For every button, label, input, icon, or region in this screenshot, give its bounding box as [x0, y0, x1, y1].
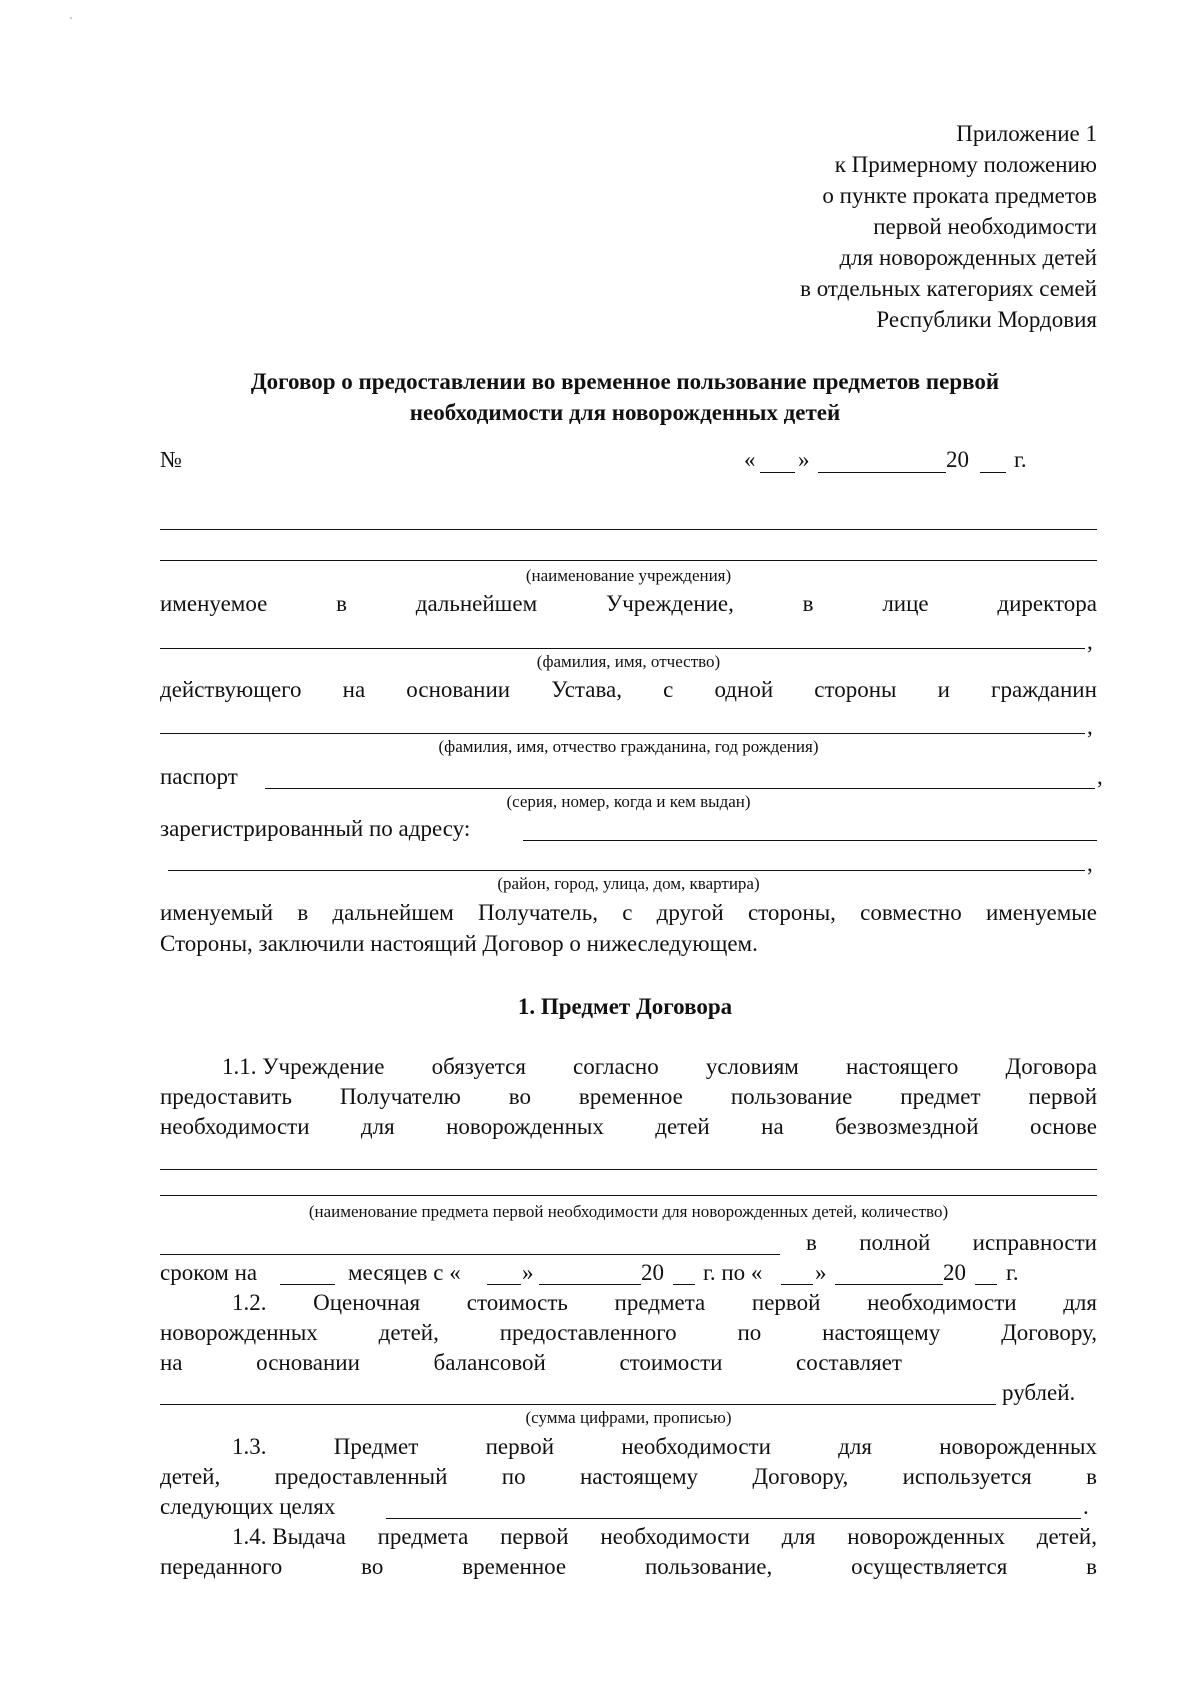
word: стоимость [466, 1290, 568, 1315]
word: пользование, [645, 1554, 773, 1579]
word: основе [1029, 1114, 1097, 1139]
term-close2: » [815, 1260, 827, 1285]
word: и [937, 677, 950, 702]
annex-line: Приложение 1 [956, 121, 1097, 146]
date-year-suffix: г. [1014, 447, 1027, 472]
term-g: г. [1006, 1260, 1019, 1285]
term-day1-blank [487, 1284, 521, 1285]
p12-line1 [232, 1289, 1097, 1317]
word: в [1086, 1464, 1097, 1489]
word: директора [997, 591, 1097, 616]
word: в [336, 591, 347, 616]
word: 1.1. Учреждение [222, 1054, 385, 1079]
annex-line: в отдельных категориях семей [800, 276, 1097, 301]
word: условиям [705, 1054, 799, 1079]
annex-line: для новорожденных детей [839, 245, 1097, 270]
word: с [622, 900, 633, 925]
caption-director-name: (фамилия, имя, отчество) [536, 652, 721, 671]
institution-blank-2 [160, 560, 1097, 561]
word: Получателю [339, 1084, 461, 1109]
p14-line2 [160, 1553, 1097, 1581]
word: именуемый [160, 900, 274, 925]
date-month-blank [818, 472, 946, 473]
row-acting [160, 676, 1097, 704]
word: во [508, 1084, 531, 1109]
word: по [501, 1464, 526, 1489]
term-year1-blank [673, 1284, 695, 1285]
comma: , [1097, 764, 1103, 789]
scan-speck [70, 17, 72, 19]
date-close-quote: » [798, 447, 810, 472]
annex-line: Республики Мордовия [876, 307, 1097, 332]
word: используется [902, 1464, 1032, 1489]
word: предоставленный [274, 1464, 448, 1489]
sum-blank [160, 1404, 996, 1405]
date-year-prefix: 20 [946, 447, 969, 472]
term-day2-blank [781, 1284, 813, 1285]
word: осуществляется [851, 1554, 1008, 1579]
address-label: зарегистрированный по адресу: [160, 816, 471, 841]
word: для [838, 1434, 872, 1459]
comma: , [1087, 714, 1093, 739]
section-heading: 1. Предмет Договора [517, 994, 733, 1019]
word: стороны [814, 677, 897, 702]
term-year2: 20 [943, 1260, 966, 1285]
word: по [737, 1320, 762, 1345]
word: исправности [972, 1230, 1097, 1255]
word: детей, [378, 1320, 439, 1345]
caption-address: (район, город, улица, дом, квартира) [497, 874, 760, 893]
p14-line1 [232, 1523, 1097, 1551]
word: первой [751, 1290, 821, 1315]
word: предмета [377, 1524, 469, 1549]
word: в [1086, 1554, 1097, 1579]
word: стороны, [747, 900, 836, 925]
word: Получатель, [478, 900, 598, 925]
period: . [1083, 1494, 1089, 1519]
word: для [781, 1524, 816, 1549]
word: настоящему [822, 1320, 941, 1345]
caption-passport: (серия, номер, когда и кем выдан) [506, 792, 751, 811]
word: предмет [900, 1084, 981, 1109]
passport-blank [265, 788, 1095, 789]
word: детей, [160, 1464, 221, 1489]
word: основании [406, 677, 511, 702]
date-year-blank [980, 472, 1006, 473]
item-blank-2 [160, 1195, 1097, 1196]
word: предоставленного [499, 1320, 677, 1345]
word: Договору, [752, 1464, 849, 1489]
caption-sum: (сумма цифрами, прописью) [525, 1408, 732, 1427]
word: в [297, 900, 309, 925]
document-title-line2: необходимости для новорожденных детей [409, 400, 841, 425]
word: в [802, 591, 814, 616]
word: другой [656, 900, 724, 925]
p11-line1 [222, 1053, 1097, 1081]
word: Предмет [333, 1434, 419, 1459]
citizen-name-blank [160, 733, 1085, 734]
word: 1.3. [232, 1434, 267, 1459]
word: с [663, 677, 674, 702]
word: именуемое [160, 591, 268, 616]
director-name-blank [160, 648, 1085, 649]
address-blank-2 [168, 870, 1085, 871]
rub-label: рублей. [1002, 1380, 1076, 1405]
word: полной [859, 1230, 931, 1255]
word: во [361, 1554, 384, 1579]
word: дальнейшем [415, 591, 538, 616]
term-months-blank [280, 1284, 335, 1285]
institution-blank-1 [160, 529, 1097, 530]
term-year2-blank [975, 1284, 997, 1285]
word: на [160, 1350, 183, 1375]
p13-line1 [232, 1433, 1097, 1461]
term-g-po: г. по « [703, 1260, 763, 1285]
word: предмета [614, 1290, 706, 1315]
word: Договора [1005, 1054, 1097, 1079]
word: Устава, [551, 677, 622, 702]
p13-purpose-label: следующих целях [160, 1494, 336, 1519]
word: обязуется [431, 1054, 526, 1079]
item-blank-3 [160, 1254, 780, 1255]
term-month2-blank [835, 1284, 943, 1285]
p11-line3 [160, 1113, 1097, 1141]
recipient-line2: Стороны, заключили настоящий Договор о нижеследующем. [160, 931, 758, 956]
word: детей, [1036, 1524, 1097, 1549]
caption-institution: (наименование учреждения) [525, 566, 732, 585]
word: на [761, 1114, 784, 1139]
caption-item: (наименование предмета первой необходимости для новорожденных детей, количество) [308, 1202, 949, 1221]
p11-line4-tail [806, 1229, 1097, 1257]
word: действующего [160, 677, 302, 702]
word: 1.2. [232, 1290, 267, 1315]
date-day-blank [760, 472, 795, 473]
annex-line: к Примерному положению [834, 152, 1097, 177]
comma: , [1087, 851, 1093, 876]
word: необходимости [867, 1290, 1017, 1315]
purpose-blank [386, 1518, 1081, 1519]
term-prefix: сроком на [160, 1260, 258, 1285]
word: совместно [860, 900, 962, 925]
word: балансовой [433, 1350, 546, 1375]
date-open-quote: « [744, 447, 756, 472]
word: безвозмездной [835, 1114, 979, 1139]
word: 1.4. Выдача [232, 1524, 346, 1549]
annex-line: первой необходимости [873, 214, 1097, 239]
annex-line: о пункте проката предметов [822, 183, 1097, 208]
word: для [360, 1114, 395, 1139]
word: настоящего [845, 1054, 959, 1079]
row-recipient [160, 899, 1097, 927]
word: новорожденных [160, 1320, 318, 1345]
word: лице [882, 591, 929, 616]
word: необходимости [621, 1434, 771, 1459]
caption-citizen: (фамилия, имя, отчество гражданина, год рождения) [438, 737, 819, 756]
word: предоставить [160, 1084, 292, 1109]
word: новорожденных [847, 1524, 1005, 1549]
word: пользование [730, 1084, 853, 1109]
word: детей [655, 1114, 710, 1139]
word: Оценочная [313, 1290, 421, 1315]
word: настоящему [579, 1464, 699, 1489]
word: новорожденных [939, 1434, 1097, 1459]
p11-line2 [160, 1083, 1097, 1111]
word: первой [485, 1434, 555, 1459]
term-year1: 20 [641, 1260, 664, 1285]
word: именуемые [985, 900, 1097, 925]
word: временное [578, 1084, 683, 1109]
p12-line3 [160, 1349, 902, 1377]
term-month1-blank [539, 1284, 641, 1285]
document-title-line1: Договор о предоставлении во временное пользование предметов первой [250, 369, 1000, 394]
word: Договору, [1001, 1320, 1097, 1345]
term-close1: » [522, 1260, 534, 1285]
passport-label: паспорт [160, 764, 238, 789]
row-named-institution [160, 590, 1097, 618]
word: согласно [573, 1054, 659, 1079]
word: для [1063, 1290, 1097, 1315]
word: первой [500, 1524, 569, 1549]
word: Учреждение, [605, 591, 734, 616]
term-months-label: месяцев с « [348, 1260, 461, 1285]
word: в [806, 1230, 817, 1255]
word: стоимости [619, 1350, 723, 1375]
item-blank-1 [160, 1169, 1097, 1170]
word: временное [462, 1554, 567, 1579]
word: новорожденных [446, 1114, 604, 1139]
word: переданного [160, 1554, 283, 1579]
word: первой [1028, 1084, 1097, 1109]
word: составляет [796, 1350, 902, 1375]
address-blank-1 [523, 840, 1097, 841]
p13-line2 [160, 1463, 1097, 1491]
word: дальнейшем [332, 900, 454, 925]
word: необходимости [600, 1524, 750, 1549]
word: необходимости [160, 1114, 310, 1139]
word: гражданин [991, 677, 1097, 702]
number-sign: № [160, 447, 182, 472]
p12-line2 [160, 1319, 1097, 1347]
word: одной [714, 677, 774, 702]
word: на [342, 677, 366, 702]
word: основании [256, 1350, 360, 1375]
comma: , [1087, 629, 1093, 654]
